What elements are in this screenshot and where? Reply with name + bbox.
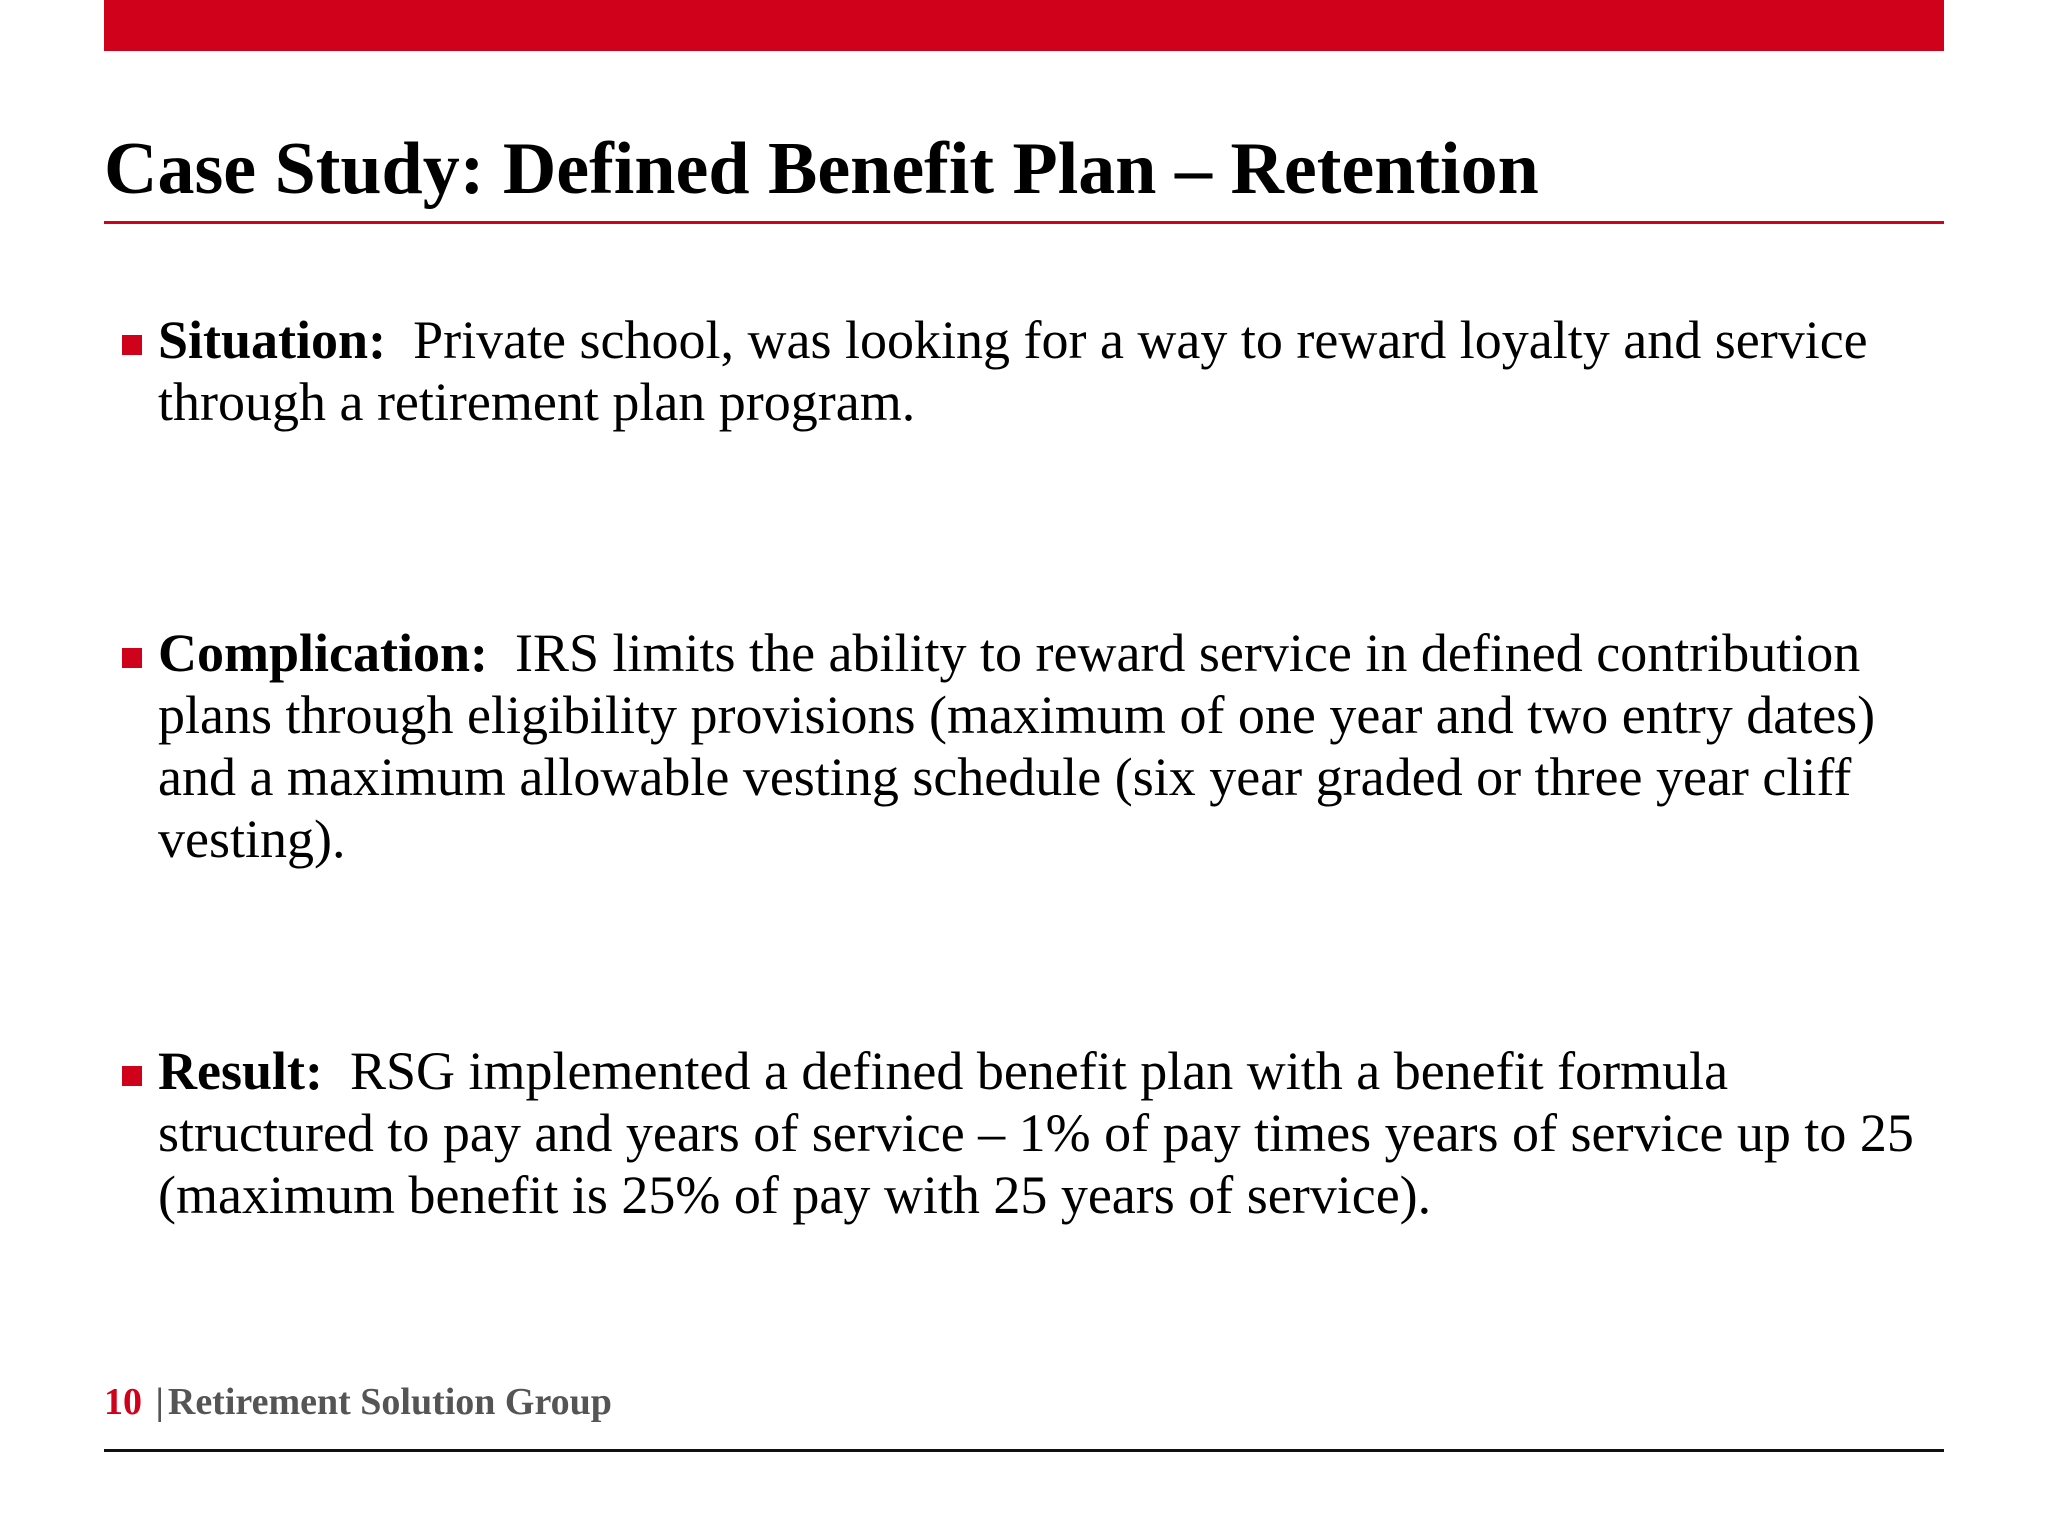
top-accent-bar: [104, 0, 1944, 51]
bullet-complication: [122, 622, 1942, 870]
bullet-situation: [122, 309, 1942, 433]
bullet-complication-label: Complication:: [158, 623, 488, 683]
square-bullet-icon: [122, 1066, 142, 1086]
page-number: 10: [104, 1381, 142, 1423]
bullet-situation-label: Situation:: [158, 310, 387, 370]
bullet-result-label: Result:: [158, 1041, 323, 1101]
footer-separator: |: [155, 1381, 164, 1423]
bullet-result-body: RSG implemented a defined benefit plan with a benefit formula structured to pay and years of service – 1% of pay times years of service up to 25 (maximum benefit is 25% of pay with 25 years of service).: [158, 1041, 1928, 1225]
title-underline: [104, 221, 1944, 224]
bullet-situation-text: [158, 309, 1942, 433]
footer-rule: [104, 1449, 1944, 1452]
bullet-complication-body: IRS limits the ability to reward service in defined contribution plans through eligibility provisions (maximum of one year and two entry dates) and a maximum allowable vesting schedule (six year graded or three year cliff vesting).: [158, 623, 1889, 869]
slide-footer: [104, 1378, 612, 1426]
organization-name: Retirement Solution Group: [167, 1381, 612, 1423]
square-bullet-icon: [122, 335, 142, 355]
bullet-result: [122, 1040, 1942, 1226]
bullet-complication-text: [158, 622, 1942, 870]
square-bullet-icon: [122, 648, 142, 668]
bullet-situation-body: Private school, was looking for a way to reward loyalty and service through a retirement plan program.: [158, 310, 1882, 432]
slide-title: Case Study: Defined Benefit Plan – Retention: [104, 128, 1539, 210]
bullet-result-text: [158, 1040, 1942, 1226]
